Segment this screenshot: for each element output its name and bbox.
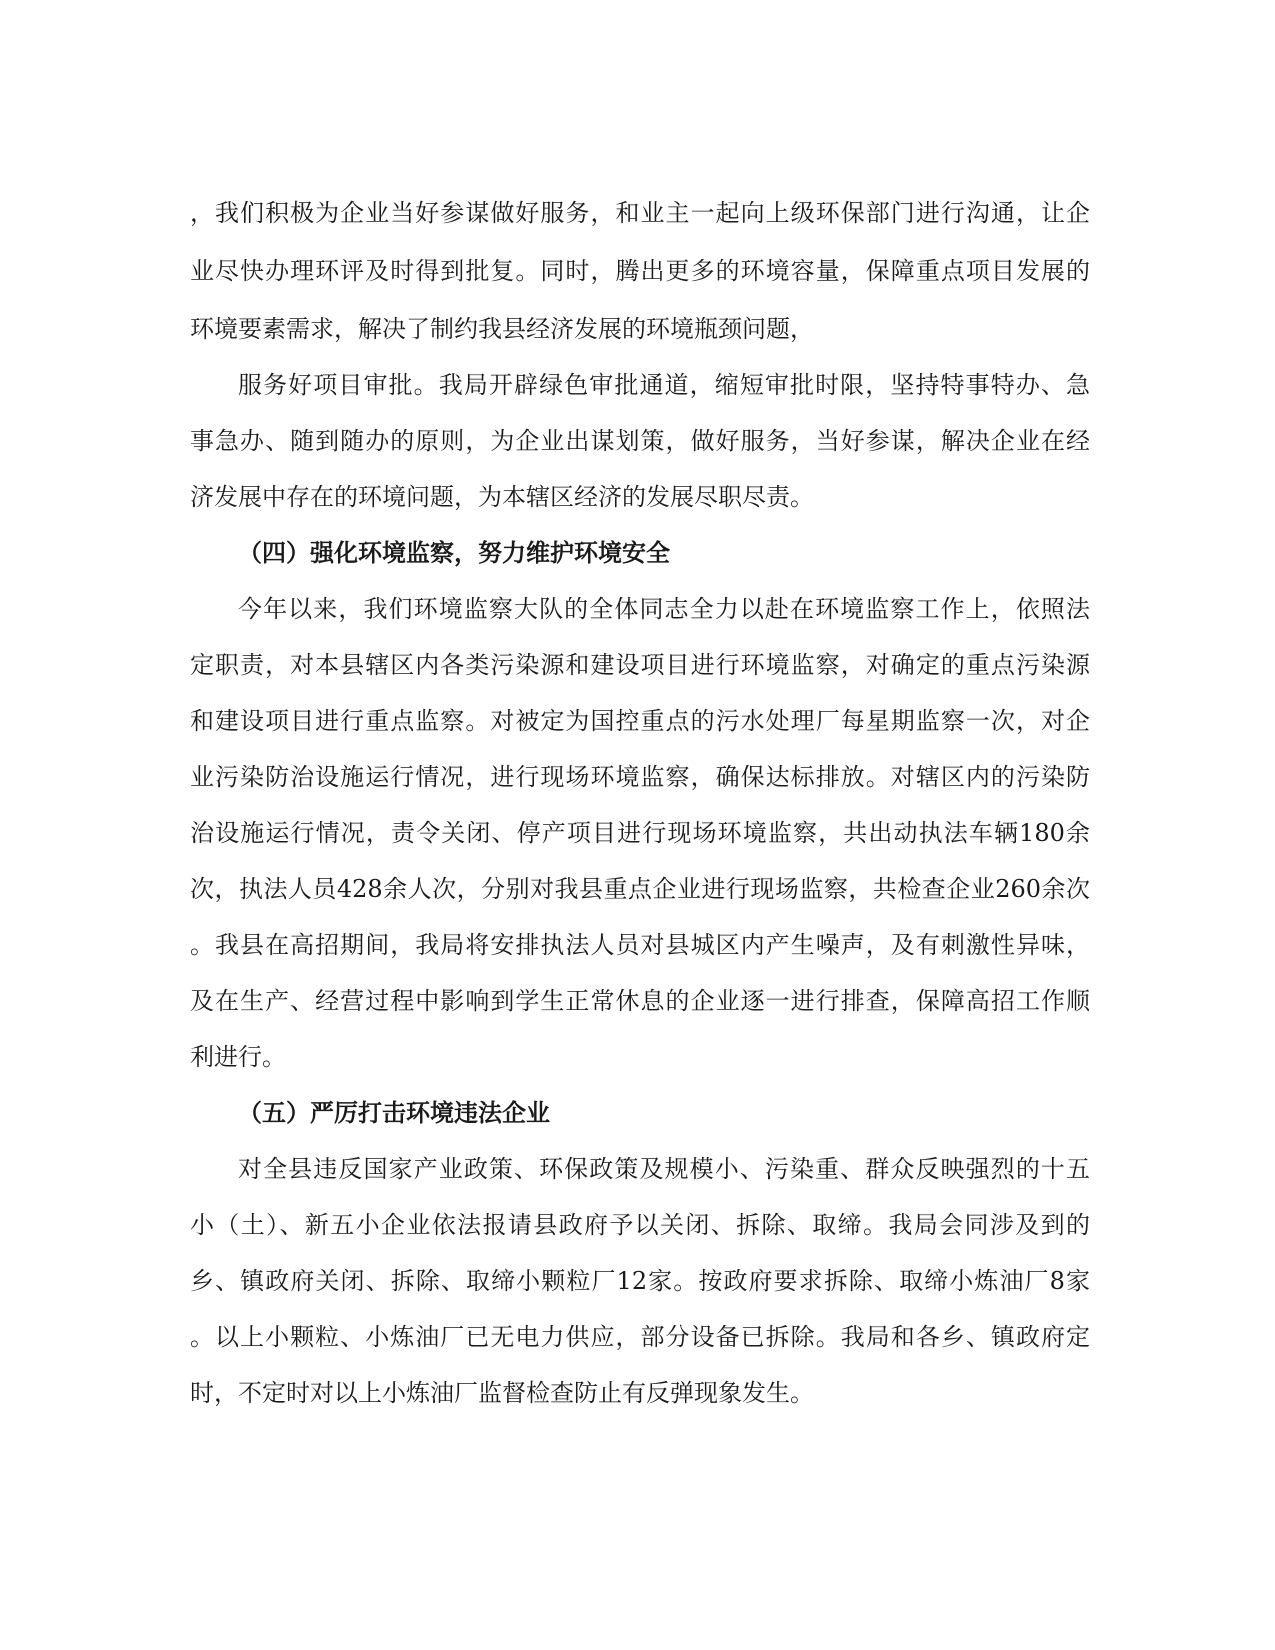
- section-heading: （四）强化环境监察，努力维护环境安全: [238, 538, 670, 567]
- section-heading: （五）严厉打击环境违法企业: [238, 1098, 550, 1127]
- paragraph-line: 利进行。: [190, 1043, 286, 1071]
- paragraph-line: 治设施运行情况，责令关闭、停产项目进行现场环境监察，共出动执法车辆180余: [190, 819, 1090, 847]
- paragraph-line: 今年以来，我们环境监察大队的全体同志全力以赴在环境监察工作上，依照法: [238, 595, 1090, 623]
- paragraph-line: 服务好项目审批。我局开辟绿色审批通道，缩短审批时限，坚持特事特办、急: [238, 371, 1090, 399]
- paragraph-line: 定职责，对本县辖区内各类污染源和建设项目进行环境监察，对确定的重点污染源: [190, 651, 1090, 679]
- paragraph-line: 时，不定时对以上小炼油厂监督检查防止有反弹现象发生。: [190, 1379, 814, 1407]
- paragraph-line: 乡、镇政府关闭、拆除、取缔小颗粒厂12家。按政府要求拆除、取缔小炼油厂8家: [190, 1267, 1090, 1295]
- paragraph-line: 环境要素需求，解决了制约我县经济发展的环境瓶颈问题，: [190, 315, 814, 343]
- paragraph-line: ，我们积极为企业当好参谋做好服务，和业主一起向上级环保部门进行沟通，让企: [190, 199, 1090, 227]
- paragraph-line: 业尽快办理环评及时得到批复。同时，腾出更多的环境容量，保障重点项目发展的: [190, 257, 1090, 285]
- paragraph-line: 次，执法人员428余人次，分别对我县重点企业进行现场监察，共检查企业260余次: [190, 875, 1090, 903]
- paragraph-line: 事急办、随到随办的原则，为企业出谋划策，做好服务，当好参谋，解决企业在经: [190, 427, 1090, 455]
- paragraph-line: 和建设项目进行重点监察。对被定为国控重点的污水处理厂每星期监察一次，对企: [190, 707, 1090, 735]
- paragraph-line: 小（土）、新五小企业依法报请县政府予以关闭、拆除、取缔。我局会同涉及到的: [190, 1211, 1090, 1239]
- paragraph-line: 。以上小颗粒、小炼油厂已无电力供应，部分设备已拆除。我局和各乡、镇政府定: [190, 1323, 1090, 1351]
- paragraph-line: 。我县在高招期间，我局将安排执法人员对县城区内产生噪声，及有刺激性异味，: [190, 931, 1090, 959]
- paragraph-line: 对全县违反国家产业政策、环保政策及规模小、污染重、群众反映强烈的十五: [238, 1155, 1090, 1183]
- paragraph-line: 济发展中存在的环境问题，为本辖区经济的发展尽职尽责。: [190, 483, 814, 511]
- paragraph-line: 及在生产、经营过程中影响到学生正常休息的企业逐一进行排查，保障高招工作顺: [190, 987, 1090, 1015]
- paragraph-line: 业污染防治设施运行情况，进行现场环境监察，确保达标排放。对辖区内的污染防: [190, 763, 1090, 791]
